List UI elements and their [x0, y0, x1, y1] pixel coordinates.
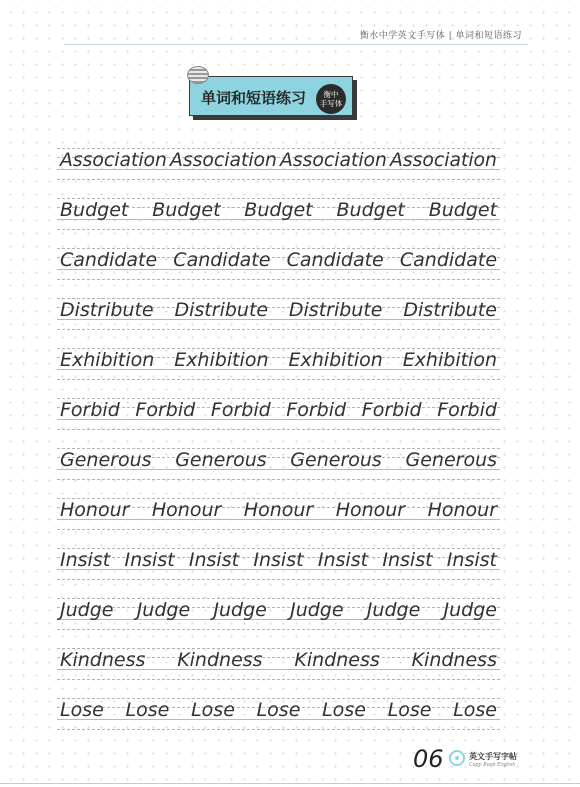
guide-line: [57, 619, 500, 620]
practice-word: Kindness: [60, 649, 146, 671]
practice-word: Kindness: [294, 649, 380, 671]
guide-line: [57, 379, 500, 380]
practice-word: Budget: [428, 199, 498, 221]
practice-word: Association: [280, 150, 387, 171]
practice-word: Judge: [366, 599, 421, 621]
section-title: [189, 76, 357, 120]
practice-word: Budget: [244, 199, 313, 221]
practice-word: Lose: [322, 699, 366, 721]
practice-word: Lose: [125, 699, 170, 721]
header-divider: [64, 44, 528, 45]
footer-brand: 英文手写字帖: [469, 752, 517, 761]
practice-word: Association: [170, 150, 277, 171]
title-text: 单词和短语练习: [201, 89, 307, 107]
guide-line: [57, 179, 500, 180]
guide-line: [57, 629, 500, 630]
guide-line: [57, 679, 500, 680]
title-panel: [189, 76, 353, 116]
guide-line: [57, 729, 500, 730]
guide-line: [57, 229, 500, 230]
practice-row: [57, 298, 500, 348]
badge-line-1: 衡中: [323, 90, 339, 99]
practice-word: Insist: [124, 549, 175, 571]
practice-word: Distribute: [60, 299, 154, 321]
practice-word: Judge: [136, 599, 191, 621]
guide-line: [57, 419, 500, 420]
brand-logo-icon: [449, 750, 465, 766]
practice-word: Association: [60, 150, 167, 171]
guide-line: [57, 148, 500, 149]
guide-line: [57, 329, 500, 330]
guide-line: [57, 598, 500, 599]
practice-word: Insist: [446, 549, 497, 571]
practice-word: Kindness: [411, 649, 497, 671]
practice-word: Judge: [213, 599, 267, 621]
practice-row: [57, 148, 500, 198]
practice-word: Forbid: [210, 399, 271, 421]
practice-word: Honour: [335, 499, 406, 521]
practice-row: [57, 648, 500, 698]
guide-line: [57, 429, 500, 430]
practice-word: Distribute: [403, 299, 497, 321]
practice-word: Forbid: [135, 399, 196, 421]
practice-word: Generous: [60, 449, 152, 471]
practice-word: Candidate: [60, 249, 158, 271]
practice-word: Distribute: [174, 299, 269, 321]
striped-circle-decoration: [187, 66, 209, 84]
footer-subtitle: Copy Book English: [469, 762, 516, 768]
practice-word: Lose: [191, 699, 235, 721]
title-badge: [316, 84, 346, 114]
practice-word: Forbid: [60, 399, 120, 421]
practice-row: [57, 198, 500, 248]
practice-row: [57, 398, 500, 448]
practice-word: Budget: [60, 199, 129, 221]
practice-word: Lose: [256, 699, 301, 721]
practice-word: Budget: [152, 199, 221, 221]
guide-line: [57, 479, 500, 480]
practice-word: Budget: [336, 199, 405, 221]
page-header-text: 衡水中学英文手写体 | 单词和短语练习: [359, 31, 522, 41]
guide-line: [57, 279, 500, 280]
practice-row: [57, 448, 500, 498]
practice-word: Distribute: [288, 299, 383, 321]
practice-word: Forbid: [437, 399, 497, 421]
practice-word: Lose: [453, 699, 497, 721]
practice-word: Generous: [290, 449, 382, 471]
practice-word: Generous: [405, 449, 498, 471]
practice-word: Honour: [427, 499, 498, 521]
practice-word: Honour: [151, 499, 222, 521]
practice-word: Candidate: [173, 249, 271, 271]
practice-row: [57, 348, 500, 398]
practice-word: Insist: [382, 549, 433, 571]
practice-row: [57, 248, 500, 298]
practice-word: Exhibition: [288, 349, 383, 371]
guide-line: [57, 579, 500, 580]
guide-line: [57, 398, 500, 399]
practice-word: Generous: [175, 449, 267, 471]
footer-divider: [0, 783, 580, 784]
practice-word: Insist: [60, 549, 111, 571]
practice-word: Exhibition: [402, 349, 497, 371]
practice-word: Judge: [60, 599, 114, 621]
practice-word: Forbid: [361, 399, 422, 421]
practice-word: Exhibition: [60, 349, 155, 371]
practice-word: Exhibition: [174, 349, 269, 371]
practice-word: Insist: [188, 549, 240, 571]
practice-row: [57, 598, 500, 648]
practice-word: Candidate: [399, 249, 498, 271]
practice-word: Forbid: [286, 399, 347, 421]
practice-word: Judge: [443, 599, 497, 621]
practice-word: Judge: [290, 599, 344, 621]
practice-word: Insist: [253, 549, 304, 571]
practice-row: [57, 548, 500, 598]
practice-rows: [57, 148, 500, 748]
practice-word: Association: [390, 150, 497, 171]
practice-row: [57, 498, 500, 548]
practice-word: Insist: [317, 549, 369, 571]
page-number: 06: [413, 745, 444, 773]
practice-word: Kindness: [177, 649, 263, 671]
practice-word: Lose: [387, 699, 432, 721]
guide-line: [57, 529, 500, 530]
guide-line: [57, 607, 500, 608]
practice-word: Honour: [60, 499, 130, 521]
guide-line: [57, 407, 500, 408]
practice-word: Candidate: [286, 249, 384, 271]
practice-word: Honour: [243, 499, 314, 521]
practice-word: Lose: [60, 699, 104, 721]
badge-line-2: 手写体: [319, 99, 343, 108]
practice-row: [57, 698, 500, 748]
